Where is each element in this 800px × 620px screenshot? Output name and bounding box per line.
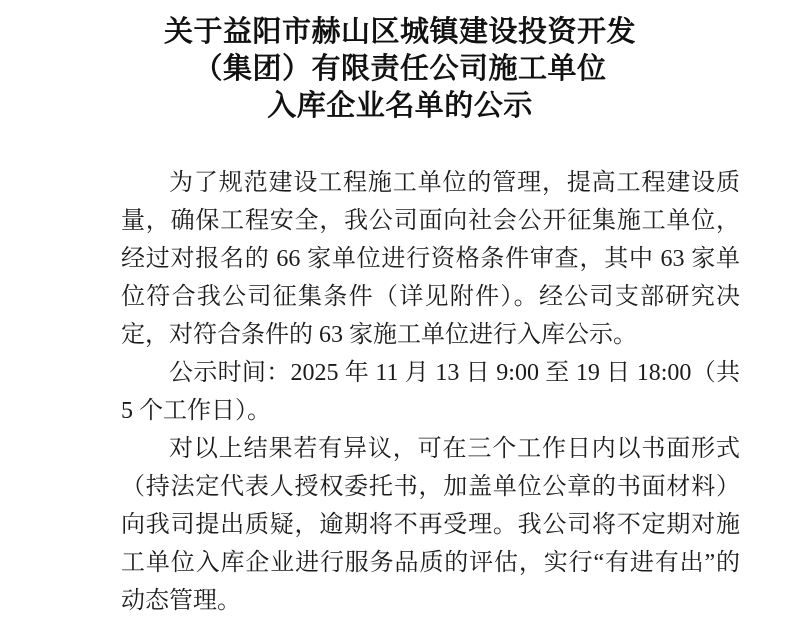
title-line-2: （集团）有限责任公司施工单位 xyxy=(193,53,607,85)
document-title xyxy=(0,0,800,125)
paragraph-publicity-period: 公示时间：2025 年 11 月 13 日 9:00 至 19 日 18:00（共 5 个工作日）。 xyxy=(121,360,740,424)
document-body xyxy=(121,164,740,620)
paragraph-intro: 为了规范建设工程施工单位的管理，提高工程建设质量，确保工程安全，我公司面向社会公开征集施工单位，经过对报名的 66 家单位进行资格条件审查，其中 63 家单位符合我公司征集条件（详见附件）。经公司支部研究决定，对符合条件的 63 家施工单位进行入库公示。 xyxy=(121,170,740,348)
title-line-1: 关于益阳市赫山区城镇建设投资开发 xyxy=(163,16,636,48)
paragraph-objection-and-management: 对以上结果若有异议，可在三个工作日内以书面形式（持法定代表人授权委托书，加盖单位公章的书面材料）向我司提出质疑，逾期将不再受理。我公司将不定期对施工单位入库企业进行服务品质的评估，实行“有进有出”的动态管理。 xyxy=(121,436,740,614)
title-line-3: 入库企业名单的公示 xyxy=(267,90,533,122)
